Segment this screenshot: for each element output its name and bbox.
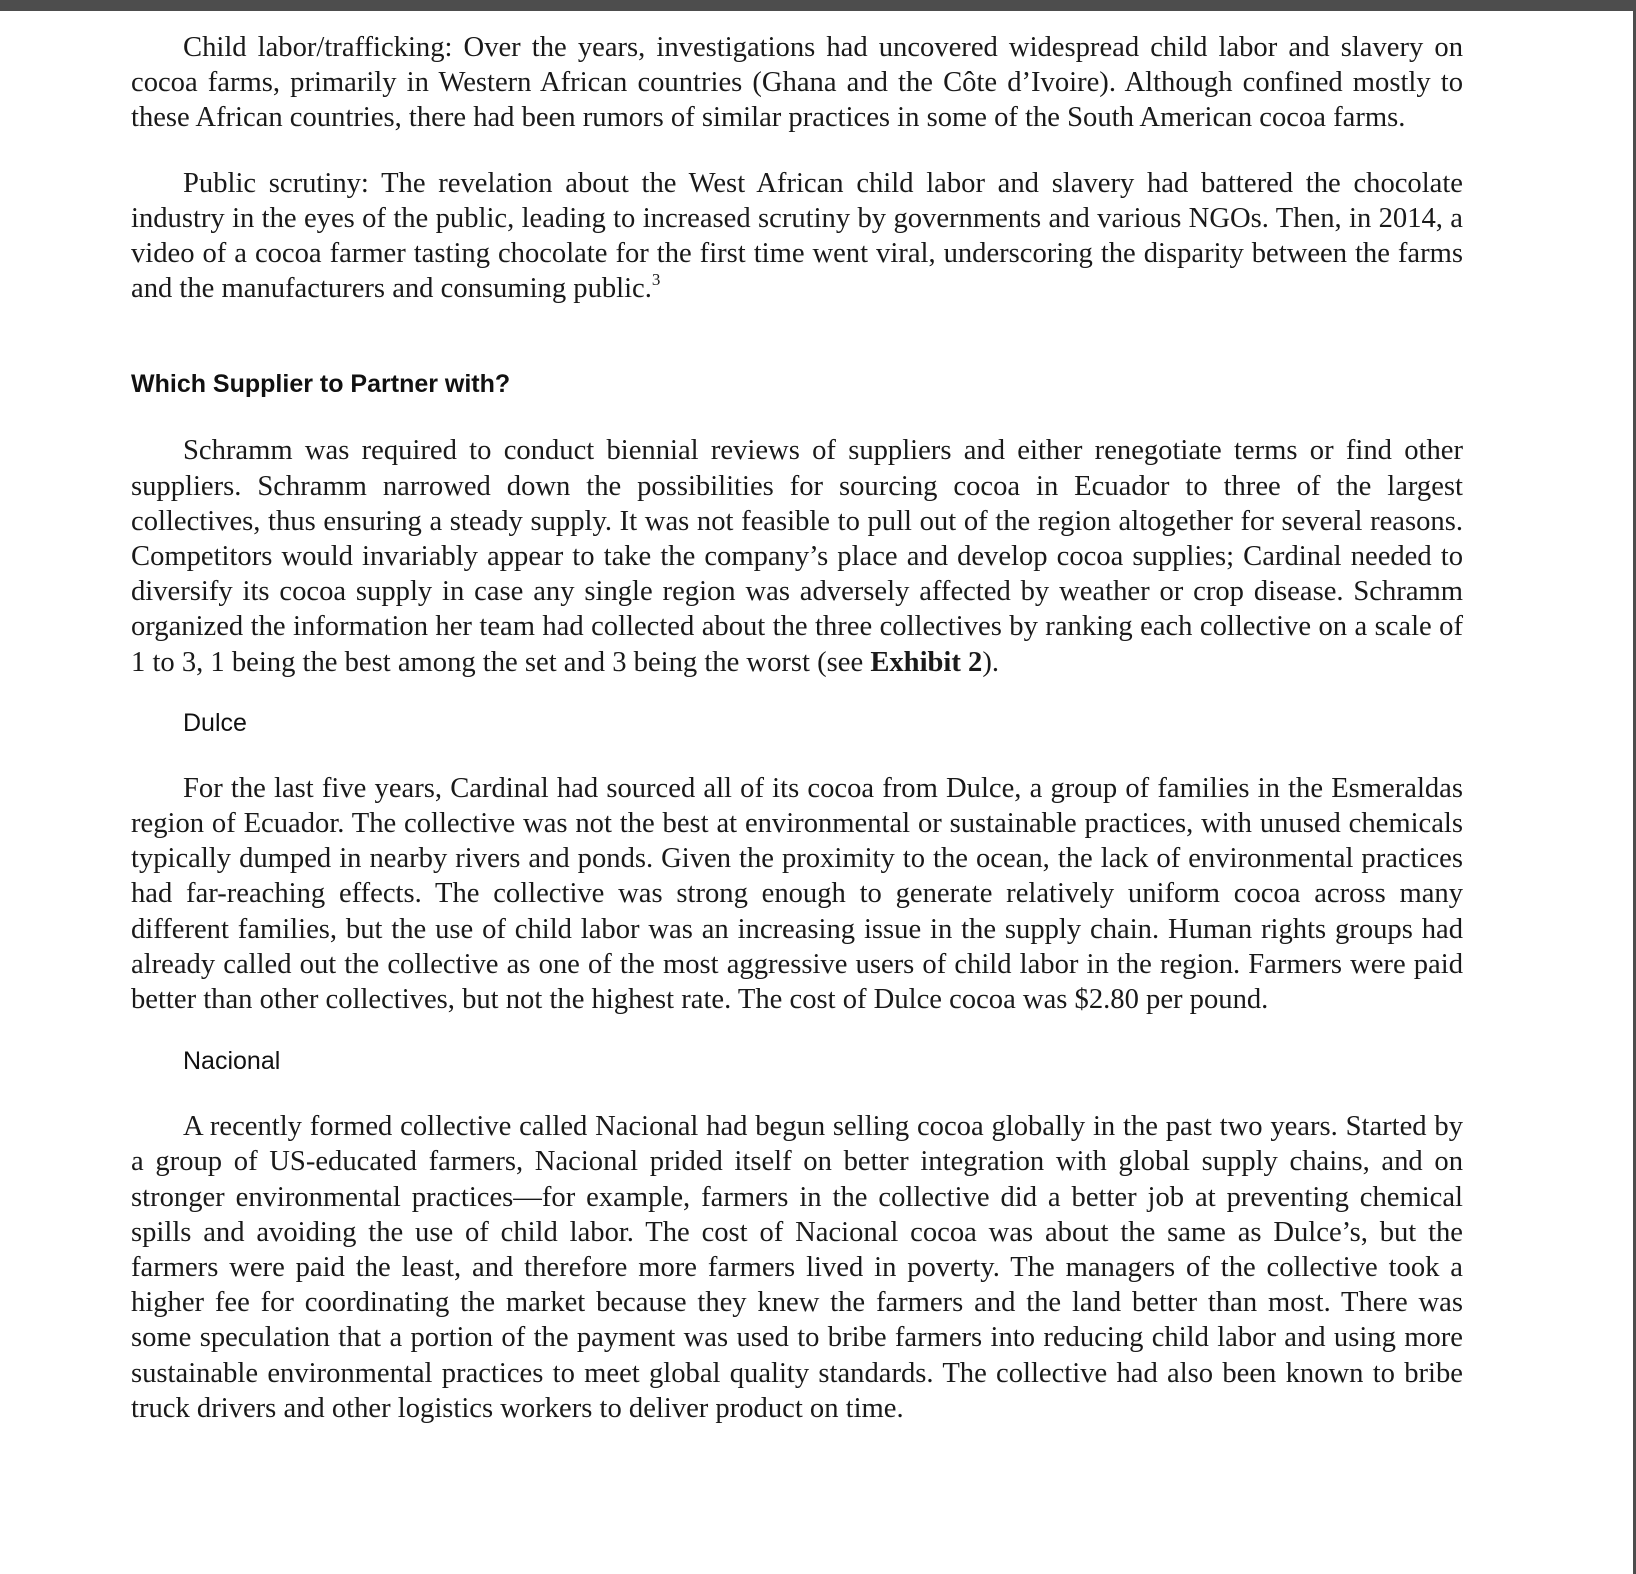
section-heading-which-supplier: Which Supplier to Partner with? xyxy=(131,370,511,399)
schramm-text-end: ). xyxy=(982,646,1000,678)
document-page xyxy=(131,30,1463,1426)
subheading-dulce: Dulce xyxy=(183,708,247,737)
schramm-text: Schramm was required to conduct biennial reviews of suppliers and either renegotiate terms or find other suppliers. Schramm narrowed down the possibilities for sourcing cocoa in Ecuador to three of the largest collectives, thus ensuring a steady supply. It was not feasible to pull out of the region altogether for several reasons. Competitors would invariably appear to take the company’s place and develop cocoa supplies; Cardinal needed to diversify its cocoa supply in case any single region was adversely affected by weather or crop disease. Schramm organized the information her team had collected about the three collectives by ranking each collective on a scale of 1 to 3, 1 being the best among the set and 3 being the worst (see xyxy=(131,435,1463,678)
paragraph-schramm-review xyxy=(131,433,1463,679)
paragraph-nacional: A recently formed collective called Nacional had begun selling cocoa globally in the past two years. Started by a group of US-educated farmers, Nacional prided itself on better integration with global supply chains, and on stronger environmental practices—for example, farmers in the collective did a better job at preventing chemical spills and avoiding the use of child labor. The cost of Nacional cocoa was about the same as Dulce’s, but the farmers were paid the least, and therefore more farmers lived in poverty. The managers of the collective took a higher fee for coordinating the market because they knew the farmers and the land better than most. There was some speculation that a portion of the payment was used to bribe farmers into reducing child labor and using more sustainable environmental practices to meet global quality standards. The collective had also been known to bribe truck drivers and other logistics workers to deliver product on time. xyxy=(131,1111,1463,1424)
paragraph-dulce: For the last five years, Cardinal had sourced all of its cocoa from Dulce, a group of families in the Esmeraldas region of Ecuador. The collective was not the best at environmental or sustainable practices, with unused chemicals typically dumped in nearby rivers and ponds. Given the proximity to the ocean, the lack of environmental practices had far-reaching effects. The collective was strong enough to generate relatively uniform cocoa across many different families, but the use of child labor was an increasing issue in the supply chain. Human rights groups had already called out the collective as one of the most aggressive users of child labor in the region. Farmers were paid better than other collectives, but not the highest rate. The cost of Dulce cocoa was $2.80 per pound. xyxy=(131,772,1463,1016)
window-top-bar xyxy=(0,0,1636,11)
paragraph-child-labor: Child labor/trafficking: Over the years, investigations had uncovered widespread child labor and slavery on cocoa farms, primarily in Western African countries (Ghana and the Côte d’Ivoire). Although confined mostly to these African countries, there had been rumors of similar practices in some of the South American cocoa farms. xyxy=(131,32,1463,134)
public-scrutiny-text: Public scrutiny: The revelation about the West African child labor and slavery had battered the chocolate industry in the eyes of the public, leading to increased scrutiny by governments and various NGOs. Then, in 2014, a video of a cocoa farmer tasting chocolate for the first time went viral, underscoring the disparity between the farms and the manufacturers and consuming public. xyxy=(131,167,1463,305)
paragraph-public-scrutiny xyxy=(131,166,1463,307)
subheading-nacional: Nacional xyxy=(183,1047,281,1076)
footnote-ref-3: 3 xyxy=(651,269,661,289)
exhibit-2-reference: Exhibit 2 xyxy=(870,646,983,678)
